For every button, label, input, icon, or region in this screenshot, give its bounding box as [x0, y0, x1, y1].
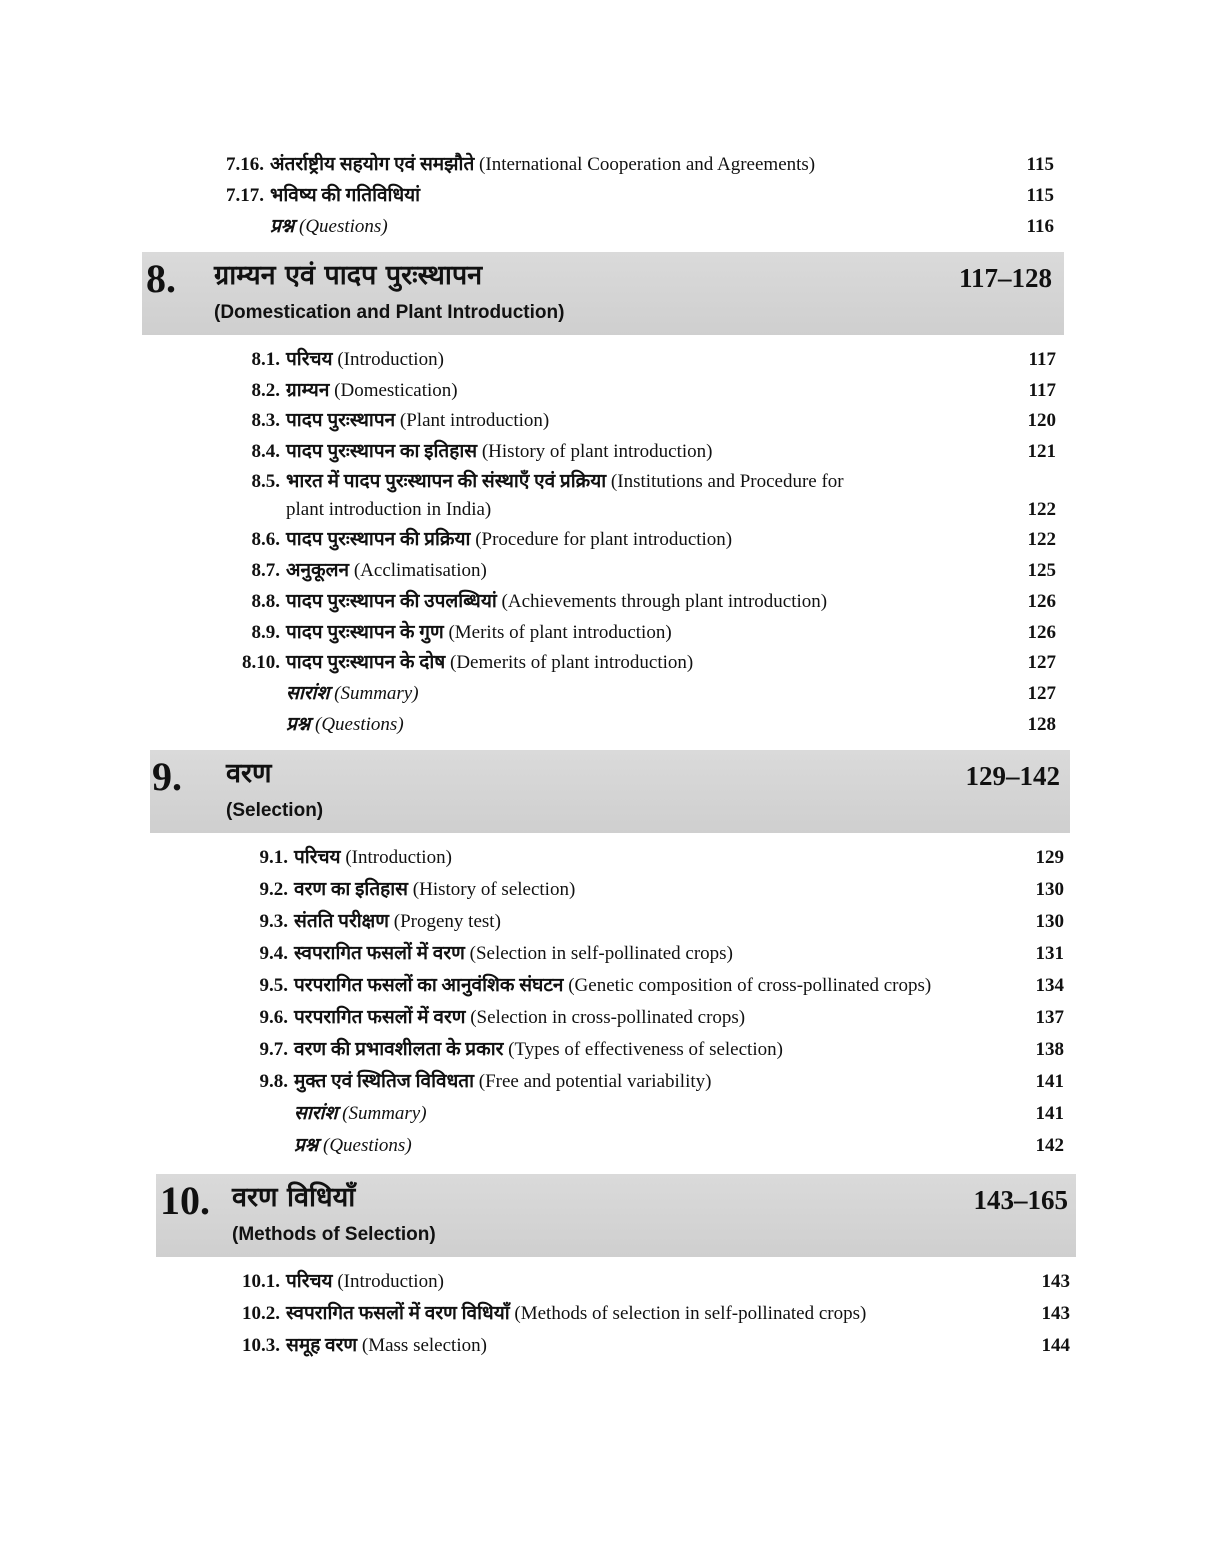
entry-page: 125 — [1027, 560, 1056, 581]
chapter-subtitle: (Selection) — [226, 800, 324, 821]
toc-entry — [212, 1298, 1070, 1329]
entry-title-hindi: स्वपरागित फसलों में वरण — [294, 943, 465, 964]
entry-page: 138 — [1035, 1039, 1064, 1060]
entry-title-hindi: परिचय — [294, 847, 341, 868]
toc-entry — [220, 1034, 1064, 1065]
entry-page: 117 — [1028, 349, 1056, 370]
entry-number: 8.10. — [242, 652, 280, 673]
entry-page: 117 — [1028, 380, 1056, 401]
entry-number: 10.1. — [242, 1271, 280, 1292]
entry-page: 127 — [1027, 683, 1056, 704]
entry-page: 129 — [1035, 847, 1064, 868]
chapter-title: ग्राम्यन एवं पादप पुरःस्थापन — [214, 260, 483, 291]
toc-entry — [220, 842, 1064, 873]
toc-entry-questions — [220, 1130, 1064, 1161]
entry-title-english: (Achievements through plant introduction) — [501, 591, 828, 612]
entry-number: 9.4. — [259, 943, 288, 964]
toc-entry — [212, 436, 1056, 467]
entry-page: 122 — [1027, 529, 1056, 550]
entry-title-english: (Procedure for plant introduction) — [475, 529, 733, 550]
entry-title-hindi: भारत में पादप पुरःस्थापन की संस्थाएँ एवं प्रक्रिया — [286, 471, 607, 492]
entry-number: 8.8. — [251, 591, 280, 612]
entry-title-english: (Demerits of plant introduction) — [450, 652, 694, 673]
entry-title-english: (Introduction) — [345, 847, 452, 868]
entry-page: 115 — [1026, 185, 1054, 206]
entry-title-english: (Summary) — [342, 1103, 427, 1124]
toc-entry — [212, 617, 1056, 648]
entry-page: 130 — [1035, 879, 1064, 900]
entry-title-hindi: पादप पुरःस्थापन का इतिहास — [286, 441, 478, 462]
entry-title-hindi: पादप पुरःस्थापन के गुण — [286, 622, 444, 643]
entry-page: 127 — [1027, 652, 1056, 673]
entry-title-english: (Acclimatisation) — [353, 560, 487, 581]
entry-number: 9.6. — [259, 1007, 288, 1028]
toc-entry — [212, 555, 1056, 586]
entry-number: 9.7. — [259, 1039, 288, 1060]
entry-number: 10.2. — [242, 1303, 280, 1324]
entry-title-hindi: प्रश्न — [294, 1135, 319, 1156]
entry-title-english: (Types of effectiveness of selection) — [508, 1039, 783, 1060]
entry-title-hindi: पादप पुरःस्थापन के दोष — [286, 652, 446, 673]
chapter-number: 10. — [160, 1178, 210, 1223]
entry-title-hindi: समूह वरण — [286, 1335, 358, 1356]
entry-title-hindi: अंतर्राष्ट्रीय सहयोग एवं समझौते — [270, 154, 475, 175]
toc-entry — [212, 405, 1056, 436]
toc-entry — [196, 180, 1054, 211]
entry-title-english: (Free and potential variability) — [478, 1071, 712, 1092]
entry-page: 137 — [1035, 1007, 1064, 1028]
entry-number: 8.6. — [251, 529, 280, 550]
entry-number: 9.2. — [259, 879, 288, 900]
entry-title-hindi: सारांश — [286, 683, 330, 704]
entry-title-hindi: परिचय — [286, 1271, 333, 1292]
entry-title-english: (Genetic composition of cross-pollinated crops) — [568, 975, 932, 996]
toc-entry — [212, 466, 1056, 497]
entry-title-english-cont: plant introduction in India) — [286, 499, 492, 520]
entry-number: 8.4. — [251, 441, 280, 462]
entry-title-english: (Mass selection) — [361, 1335, 487, 1356]
entry-page: 116 — [1026, 216, 1054, 237]
entry-number: 7.17. — [226, 185, 264, 206]
entry-page: 143 — [1041, 1303, 1070, 1324]
entry-page: 126 — [1027, 622, 1056, 643]
chapter-title: वरण विधियाँ — [232, 1182, 356, 1213]
entry-number: 8.5. — [251, 471, 280, 492]
entry-title-hindi: मुक्त एवं स्थितिज विविधता — [294, 1071, 475, 1092]
entry-number: 8.3. — [251, 410, 280, 431]
entry-title-hindi: परपरागित फसलों का आनुवंशिक संघटन — [294, 975, 564, 996]
entry-title-english: (History of selection) — [412, 879, 576, 900]
entry-title-hindi: प्रश्न — [286, 714, 311, 735]
toc-entry — [220, 906, 1064, 937]
chapter-number: 9. — [152, 754, 182, 799]
toc-entry — [212, 344, 1056, 375]
chapter-page-range: 129–142 — [965, 761, 1060, 791]
toc-entry — [212, 1330, 1070, 1361]
entry-number: 8.9. — [251, 622, 280, 643]
entry-title-hindi: पादप पुरःस्थापन की प्रक्रिया — [286, 529, 471, 550]
entry-title-english: (Institutions and Procedure for — [610, 471, 844, 492]
entry-page: 134 — [1035, 975, 1064, 996]
entry-page: 121 — [1027, 441, 1056, 462]
entry-number: 8.7. — [251, 560, 280, 581]
chapter-subtitle: (Domestication and Plant Introduction) — [214, 302, 565, 323]
entry-title-english: (Plant introduction) — [399, 410, 550, 431]
entry-title-hindi: वरण का इतिहास — [294, 879, 409, 900]
entry-page: 143 — [1041, 1271, 1070, 1292]
entry-title-english: (International Cooperation and Agreements) — [479, 154, 816, 175]
toc-entry — [220, 1066, 1064, 1097]
entry-title-hindi: स्वपरागित फसलों में वरण विधियाँ — [286, 1303, 510, 1324]
entry-page: 130 — [1035, 911, 1064, 932]
entry-title-hindi: पादप पुरःस्थापन की उपलब्धियां — [286, 591, 497, 612]
entry-number: 10.3. — [242, 1335, 280, 1356]
entry-page: 126 — [1027, 591, 1056, 612]
entry-title-hindi: प्रश्न — [270, 216, 295, 237]
toc-entry — [212, 647, 1056, 678]
toc-entry-summary — [220, 1098, 1064, 1129]
entry-title-english: (Questions) — [299, 216, 388, 237]
toc-entry — [212, 586, 1056, 617]
toc-entry-continuation — [212, 494, 1056, 525]
entry-page: 128 — [1027, 714, 1056, 735]
entry-page: 141 — [1035, 1103, 1064, 1124]
entry-title-english: (Merits of plant introduction) — [448, 622, 672, 643]
chapter-page-range: 117–128 — [958, 263, 1052, 293]
entry-title-english: (Introduction) — [337, 1271, 444, 1292]
chapter-heading-10 — [156, 1174, 1076, 1258]
toc-entry — [220, 874, 1064, 905]
toc-entry — [220, 1002, 1064, 1033]
entry-title-hindi: भविष्य की गतिविधियां — [270, 185, 421, 206]
toc-entry — [212, 375, 1056, 406]
entry-page: 141 — [1035, 1071, 1064, 1092]
entry-title-english: (Domestication) — [334, 380, 458, 401]
entry-title-hindi: पादप पुरःस्थापन — [286, 410, 396, 431]
entry-title-english: (Introduction) — [337, 349, 444, 370]
entry-number: 9.3. — [259, 911, 288, 932]
entry-title-hindi: संतति परीक्षण — [294, 911, 390, 932]
entry-title-hindi: अनुकूलन — [286, 560, 350, 581]
toc-entry — [220, 938, 1064, 969]
entry-number: 9.1. — [259, 847, 288, 868]
toc-entry — [220, 970, 1064, 1001]
toc-entry-summary — [212, 678, 1056, 709]
entry-title-hindi: परिचय — [286, 349, 333, 370]
entry-page: 120 — [1027, 410, 1056, 431]
toc-entry-questions — [212, 709, 1056, 740]
entry-title-english: (History of plant introduction) — [481, 441, 713, 462]
toc-entry — [196, 149, 1054, 180]
entry-number: 9.5. — [259, 975, 288, 996]
entry-number: 8.2. — [251, 380, 280, 401]
entry-page: 131 — [1035, 943, 1064, 964]
chapter-heading-8 — [142, 252, 1064, 336]
entry-title-english: (Questions) — [315, 714, 404, 735]
toc-entry — [212, 1266, 1070, 1297]
chapter-title: वरण — [226, 758, 272, 789]
entry-title-english: (Progeny test) — [393, 911, 501, 932]
chapter-number: 8. — [146, 256, 176, 301]
entry-title-english: (Summary) — [334, 683, 419, 704]
entry-page: 144 — [1041, 1335, 1070, 1356]
entry-title-english: (Methods of selection in self-pollinated crops) — [514, 1303, 867, 1324]
entry-title-english: (Selection in self-pollinated crops) — [469, 943, 733, 964]
toc-entry — [212, 524, 1056, 555]
entry-number: 7.16. — [226, 154, 264, 175]
entry-number: 9.8. — [259, 1071, 288, 1092]
entry-page: 115 — [1026, 154, 1054, 175]
entry-title-hindi: वरण की प्रभावशीलता के प्रकार — [294, 1039, 504, 1060]
entry-title-english: (Questions) — [323, 1135, 412, 1156]
entry-number: 8.1. — [251, 349, 280, 370]
chapter-subtitle: (Methods of Selection) — [232, 1224, 436, 1245]
entry-page: 142 — [1035, 1135, 1064, 1156]
entry-title-hindi: ग्राम्यन — [286, 380, 330, 401]
entry-page: 122 — [1027, 499, 1056, 520]
chapter-page-range: 143–165 — [973, 1185, 1068, 1215]
entry-title-hindi: सारांश — [294, 1103, 338, 1124]
toc-entry-questions — [196, 211, 1054, 242]
chapter-heading-9 — [150, 750, 1070, 834]
entry-title-english: (Selection in cross-pollinated crops) — [470, 1007, 746, 1028]
entry-title-hindi: परपरागित फसलों में वरण — [294, 1007, 466, 1028]
